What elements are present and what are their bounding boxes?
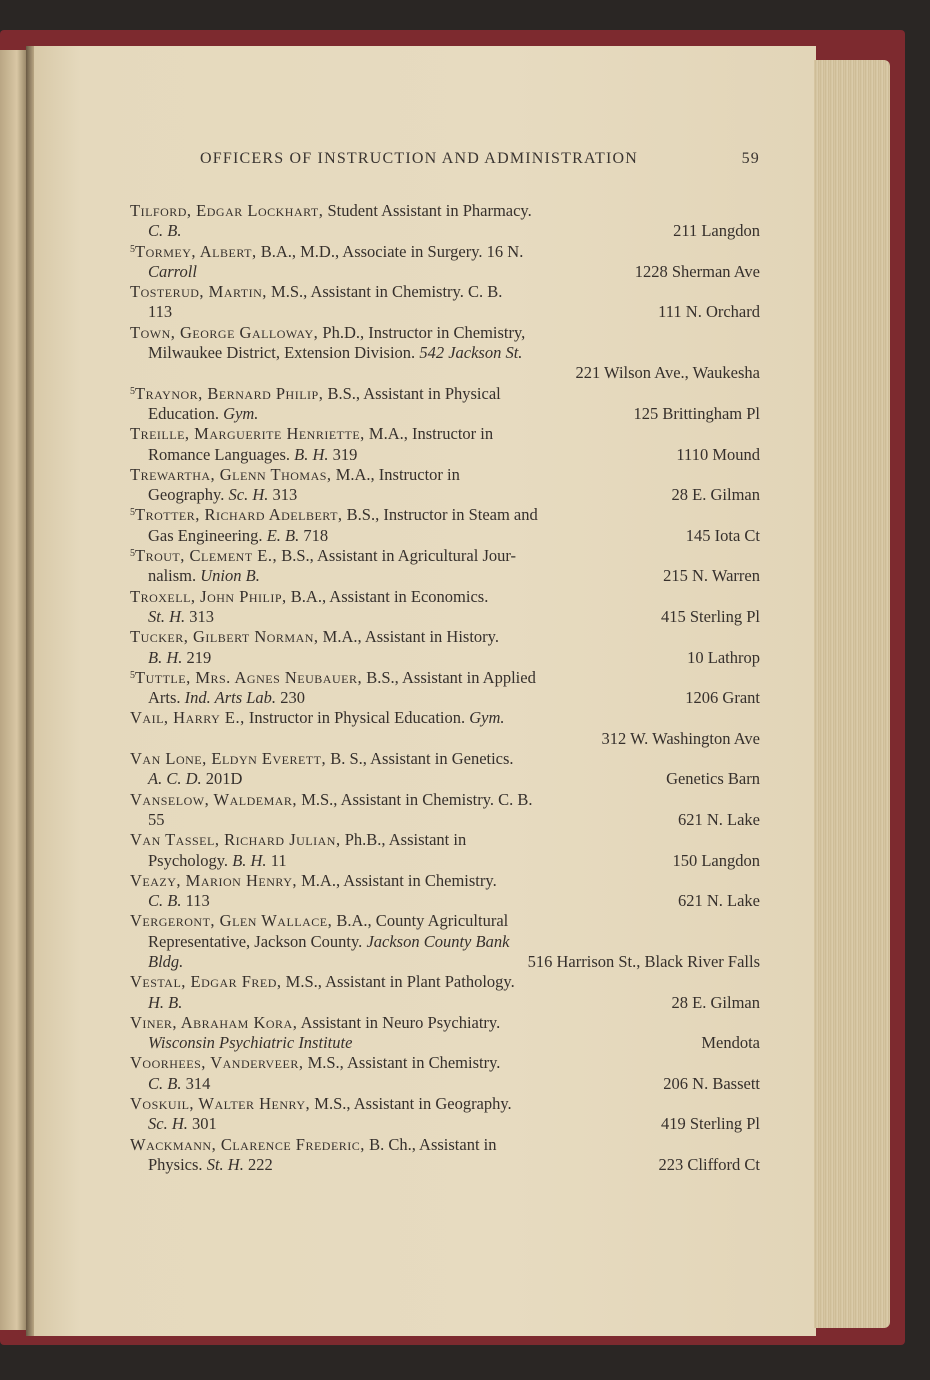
person-name: Vergeront, Glen Wallace, xyxy=(130,911,333,931)
room-number: 313 xyxy=(268,485,298,505)
position-title: M.S., Assistant in Plant Pathology. xyxy=(281,972,515,992)
entry-continuation xyxy=(148,262,197,282)
position-title: M.A., Assistant in Chemistry. xyxy=(297,870,497,890)
office-location: Carroll xyxy=(148,261,197,281)
entry-continuation xyxy=(148,851,287,871)
home-address: 1206 Grant xyxy=(685,688,760,708)
office-location: St. H. xyxy=(148,606,186,626)
position-title: M.A., Instructor in xyxy=(331,464,460,484)
entry-line xyxy=(130,1033,760,1053)
entry-continuation xyxy=(148,810,165,830)
room-number: 230 xyxy=(276,688,305,708)
home-address: 215 N. Warren xyxy=(663,566,760,586)
entry-heading xyxy=(130,424,493,444)
person-name: Van Tassel, Richard Julian, xyxy=(130,830,341,850)
entry-heading xyxy=(130,465,460,485)
entry-heading xyxy=(130,1094,512,1114)
person-name: Trewartha, Glenn Thomas, xyxy=(130,464,332,484)
person-name: Van Lone, Eldyn Everett, xyxy=(130,749,327,769)
room-number: 113 xyxy=(181,891,210,911)
person-name: Tucker, Gilbert Norman, xyxy=(130,627,319,647)
office-location: St. H. xyxy=(206,1154,244,1174)
entry-line xyxy=(130,891,760,911)
room-number: 11 xyxy=(266,850,287,870)
page-number: 59 xyxy=(741,150,760,167)
room-number: 319 xyxy=(328,444,358,464)
home-address: 312 W. Washington Ave xyxy=(601,728,760,748)
home-address: 150 Langdon xyxy=(672,850,760,870)
footnote-marker: 5 xyxy=(130,243,135,255)
entry-heading xyxy=(130,201,532,221)
position-title: Assistant in Neuro Psychiatry. xyxy=(297,1012,501,1032)
home-address: 415 Sterling Pl xyxy=(660,606,760,626)
directory-entry xyxy=(130,790,760,831)
entry-line xyxy=(130,810,760,830)
position-title: B.S., Assistant in Agricultural Jour- xyxy=(277,546,517,566)
directory-entry xyxy=(130,384,760,425)
entry-line xyxy=(130,607,760,627)
entry-line xyxy=(130,729,760,749)
entry-line xyxy=(130,302,760,322)
entry-line xyxy=(130,993,760,1013)
directory-entry xyxy=(130,505,760,546)
entry-continuation xyxy=(148,526,328,546)
entry-heading xyxy=(130,242,523,262)
entry-line xyxy=(130,1155,760,1175)
entry-text: Milwaukee District, Extension Division. xyxy=(148,343,420,363)
room-number: 314 xyxy=(181,1073,211,1093)
person-name: Vestal, Edgar Fred, xyxy=(130,972,282,992)
entry-continuation xyxy=(148,769,242,789)
room-number: 718 xyxy=(299,525,329,545)
office-location: B. H. xyxy=(294,444,329,464)
entry-text: Physics. xyxy=(148,1154,207,1174)
directory-entry xyxy=(130,546,760,587)
position-title: Student Assistant in Pharmacy. xyxy=(323,201,532,220)
entry-line xyxy=(130,1094,760,1114)
office-location: Wisconsin Psychiatric Institute xyxy=(148,1033,353,1053)
office-location: C. B. xyxy=(148,1073,182,1093)
entry-heading xyxy=(130,911,508,931)
entry-text: Education. xyxy=(148,403,224,423)
directory-entry xyxy=(130,972,760,1013)
entry-text: Psychology. xyxy=(148,850,233,870)
entry-heading xyxy=(130,668,536,688)
entry-line xyxy=(130,972,760,992)
entry-heading xyxy=(130,1053,500,1073)
room-number: 313 xyxy=(185,606,214,626)
position-title: M.S., Assistant in Geography. xyxy=(310,1094,512,1114)
entry-text: Geography. xyxy=(148,485,229,505)
position-title: B.A., County Agricultural xyxy=(332,911,509,931)
person-name: Troxell, John Philip, xyxy=(130,586,287,606)
person-name: Town, George Galloway, xyxy=(130,322,319,342)
person-name: Voorhees, Vanderveer, xyxy=(130,1053,304,1073)
entry-continuation xyxy=(148,343,522,363)
office-location: Sc. H. xyxy=(228,485,269,505)
entry-heading xyxy=(130,1135,497,1155)
entry-line xyxy=(130,851,760,871)
entry-line xyxy=(130,871,760,891)
entry-line xyxy=(130,242,760,262)
entry-line xyxy=(130,790,760,810)
person-name: Tosterud, Martin, xyxy=(130,282,267,302)
person-name: Tuttle, Mrs. Agnes Neubauer, xyxy=(135,667,363,687)
entry-line xyxy=(130,282,760,302)
position-title: Instructor in Physical Education. xyxy=(244,708,470,728)
entry-line xyxy=(130,769,760,789)
left-page-edge xyxy=(0,50,28,1330)
person-name: Trout, Clement E., xyxy=(135,546,278,566)
entry-continuation xyxy=(148,952,183,972)
entry-continuation xyxy=(148,891,210,911)
home-address: 621 N. Lake xyxy=(677,809,760,829)
home-address: 125 Brittingham Pl xyxy=(633,403,760,423)
office-location: Ind. Arts Lab. xyxy=(184,688,277,708)
entry-line xyxy=(130,1053,760,1073)
entry-continuation xyxy=(148,1033,352,1053)
entry-line xyxy=(130,262,760,282)
entry-continuation xyxy=(148,932,509,952)
entry-text: 113 xyxy=(148,302,173,322)
position-title: B.A., Assistant in Economics. xyxy=(286,586,489,606)
home-address: 111 N. Orchard xyxy=(658,302,760,322)
person-name: Tormey, Albert, xyxy=(135,241,257,261)
position-title: Ph.B., Assistant in xyxy=(340,830,467,850)
entry-continuation xyxy=(148,648,211,668)
directory-entry xyxy=(130,424,760,465)
footnote-marker: 5 xyxy=(130,669,135,681)
entry-line xyxy=(130,627,760,647)
directory-entry xyxy=(130,668,760,709)
position-title: M.A., Instructor in xyxy=(364,424,494,444)
directory-entry xyxy=(130,465,760,506)
entry-heading xyxy=(130,830,466,850)
position-title: B.S., Assistant in Physical xyxy=(323,383,501,403)
entry-heading xyxy=(130,587,488,607)
entry-line xyxy=(130,587,760,607)
page-edges xyxy=(814,60,890,1328)
entry-line xyxy=(130,830,760,850)
directory-entry xyxy=(130,1135,760,1176)
directory-entry xyxy=(130,242,760,283)
home-address: 206 N. Bassett xyxy=(663,1073,760,1093)
entry-continuation xyxy=(148,1155,273,1175)
person-name: Veazy, Marion Henry, xyxy=(130,870,297,890)
entry-text: Romance Languages. xyxy=(148,444,295,464)
entry-line xyxy=(130,952,760,972)
directory-list xyxy=(130,201,760,1175)
entry-line xyxy=(130,363,760,383)
entry-continuation xyxy=(148,688,305,708)
entry-continuation xyxy=(148,485,297,505)
home-address: 1110 Mound xyxy=(676,444,760,464)
room-number: 201D xyxy=(201,769,243,789)
home-address: 223 Clifford Ct xyxy=(658,1154,760,1174)
office-location: 542 Jackson St. xyxy=(419,343,523,363)
entry-line xyxy=(130,1135,760,1155)
directory-entry xyxy=(130,1053,760,1094)
home-address: 28 E. Gilman xyxy=(671,485,760,505)
directory-entry xyxy=(130,282,760,323)
directory-entry xyxy=(130,627,760,668)
home-address: 419 Sterling Pl xyxy=(660,1114,760,1134)
entry-text: Arts. xyxy=(148,688,185,708)
room-number: 301 xyxy=(187,1114,217,1134)
position-title: M.A., Assistant in History. xyxy=(318,627,499,647)
office-location: B. H. xyxy=(232,850,267,870)
footnote-marker: 5 xyxy=(130,548,135,560)
home-address: Mendota xyxy=(701,1033,760,1053)
entry-heading xyxy=(130,871,497,891)
directory-entry xyxy=(130,1094,760,1135)
entry-line xyxy=(130,221,760,241)
entry-line xyxy=(130,465,760,485)
entry-text: Representative, Jackson County. xyxy=(148,931,367,951)
room-number: 222 xyxy=(243,1154,273,1174)
directory-entry xyxy=(130,323,760,384)
entry-line xyxy=(130,404,760,424)
office-location: A. C. D. xyxy=(148,769,202,789)
footnote-marker: 5 xyxy=(130,507,135,519)
entry-heading xyxy=(130,972,515,992)
office-location: Bldg. xyxy=(148,951,184,971)
person-name: Treille, Marguerite Henriette, xyxy=(130,424,365,444)
entry-continuation xyxy=(148,993,182,1013)
office-location: Gym. xyxy=(469,708,505,728)
home-address: 211 Langdon xyxy=(673,221,760,241)
entry-heading xyxy=(130,384,501,404)
entry-line xyxy=(130,566,760,586)
entry-heading xyxy=(130,708,505,728)
entry-line xyxy=(130,1013,760,1033)
office-location: Jackson County Bank xyxy=(366,931,510,951)
position-title: B.S., Assistant in Applied xyxy=(362,667,536,687)
entry-line xyxy=(130,668,760,688)
person-name: Traynor, Bernard Philip, xyxy=(135,383,324,403)
entry-line xyxy=(130,546,760,566)
entry-line xyxy=(130,323,760,343)
person-name: Trotter, Richard Adelbert, xyxy=(135,505,343,525)
entry-heading xyxy=(130,282,502,302)
directory-entry xyxy=(130,830,760,871)
entry-heading xyxy=(130,749,514,769)
entry-heading xyxy=(130,790,533,810)
entry-line xyxy=(130,384,760,404)
person-name: Vail, Harry E., xyxy=(130,708,245,728)
home-address: 28 E. Gilman xyxy=(671,992,760,1012)
entry-line xyxy=(130,1074,760,1094)
directory-entry xyxy=(130,1013,760,1054)
office-location: B. H. xyxy=(148,647,183,667)
entry-continuation xyxy=(148,445,357,465)
directory-entry xyxy=(130,587,760,628)
person-name: Wackmann, Clarence Frederic, xyxy=(130,1134,365,1154)
entry-continuation xyxy=(148,607,214,627)
home-address: 516 Harrison St., Black River Falls xyxy=(527,951,760,971)
office-location: C. B. xyxy=(148,221,182,241)
entry-text: Gas Engineering. xyxy=(148,525,267,545)
home-address: 145 Iota Ct xyxy=(685,525,760,545)
office-location: Union B. xyxy=(200,566,260,586)
header-title: OFFICERS OF INSTRUCTION AND ADMINISTRATION xyxy=(200,150,638,167)
office-location: H. B. xyxy=(148,992,183,1012)
entry-line xyxy=(130,932,760,952)
person-name: Tilford, Edgar Lockhart, xyxy=(130,201,324,220)
entry-continuation xyxy=(148,302,172,322)
directory-entry xyxy=(130,911,760,972)
office-location: Gym. xyxy=(223,403,259,423)
entry-line xyxy=(130,708,760,728)
room-number: 219 xyxy=(182,647,212,667)
person-name: Viner, Abraham Kora, xyxy=(130,1012,298,1032)
position-title: B.S., Instructor in Steam and xyxy=(342,505,538,525)
office-location: C. B. xyxy=(148,891,182,911)
entry-line xyxy=(130,749,760,769)
position-title: B.A., M.D., Associate in Surgery. 16 N. xyxy=(256,241,524,261)
home-address: 621 N. Lake xyxy=(677,891,760,911)
entry-heading xyxy=(130,505,538,525)
entry-line xyxy=(130,505,760,525)
entry-line xyxy=(130,526,760,546)
home-address: 1228 Sherman Ave xyxy=(634,261,760,281)
home-address: 10 Lathrop xyxy=(687,647,760,667)
entry-continuation xyxy=(148,1074,210,1094)
entry-line xyxy=(130,688,760,708)
entry-continuation xyxy=(148,1114,217,1134)
entry-line xyxy=(130,343,760,363)
position-title: Ph.D., Instructor in Chemistry, xyxy=(318,322,526,342)
office-location: Sc. H. xyxy=(148,1114,188,1134)
entry-continuation xyxy=(148,221,181,241)
footnote-marker: 5 xyxy=(130,385,135,397)
directory-entry xyxy=(130,749,760,790)
entry-line xyxy=(130,485,760,505)
entry-heading xyxy=(130,323,525,343)
person-name: Vanselow, Waldemar, xyxy=(130,789,298,809)
entry-heading xyxy=(130,627,499,647)
person-name: Voskuil, Walter Henry, xyxy=(130,1094,311,1114)
directory-entry xyxy=(130,871,760,912)
entry-line xyxy=(130,424,760,444)
directory-entry xyxy=(130,708,760,749)
entry-line xyxy=(130,648,760,668)
entry-line xyxy=(130,911,760,931)
home-address: Genetics Barn xyxy=(666,769,760,789)
entry-text: 55 xyxy=(148,809,165,829)
position-title: M.S., Assistant in Chemistry. C. B. xyxy=(297,789,533,809)
entry-continuation xyxy=(148,404,258,424)
home-address: 221 Wilson Ave., Waukesha xyxy=(575,363,760,383)
entry-line xyxy=(130,201,760,221)
entry-line xyxy=(130,1114,760,1134)
entry-line xyxy=(130,445,760,465)
office-location: E. B. xyxy=(266,525,300,545)
position-title: B. Ch., Assistant in xyxy=(364,1134,497,1154)
directory-entry xyxy=(130,201,760,242)
entry-heading xyxy=(130,546,516,566)
position-title: M.S., Assistant in Chemistry. C. B. xyxy=(266,282,503,302)
entry-heading xyxy=(130,1013,500,1033)
entry-text: nalism. xyxy=(148,566,201,586)
position-title: B. S., Assistant in Genetics. xyxy=(326,749,514,769)
entry-continuation xyxy=(148,566,260,586)
position-title: M.S., Assistant in Chemistry. xyxy=(303,1053,501,1073)
